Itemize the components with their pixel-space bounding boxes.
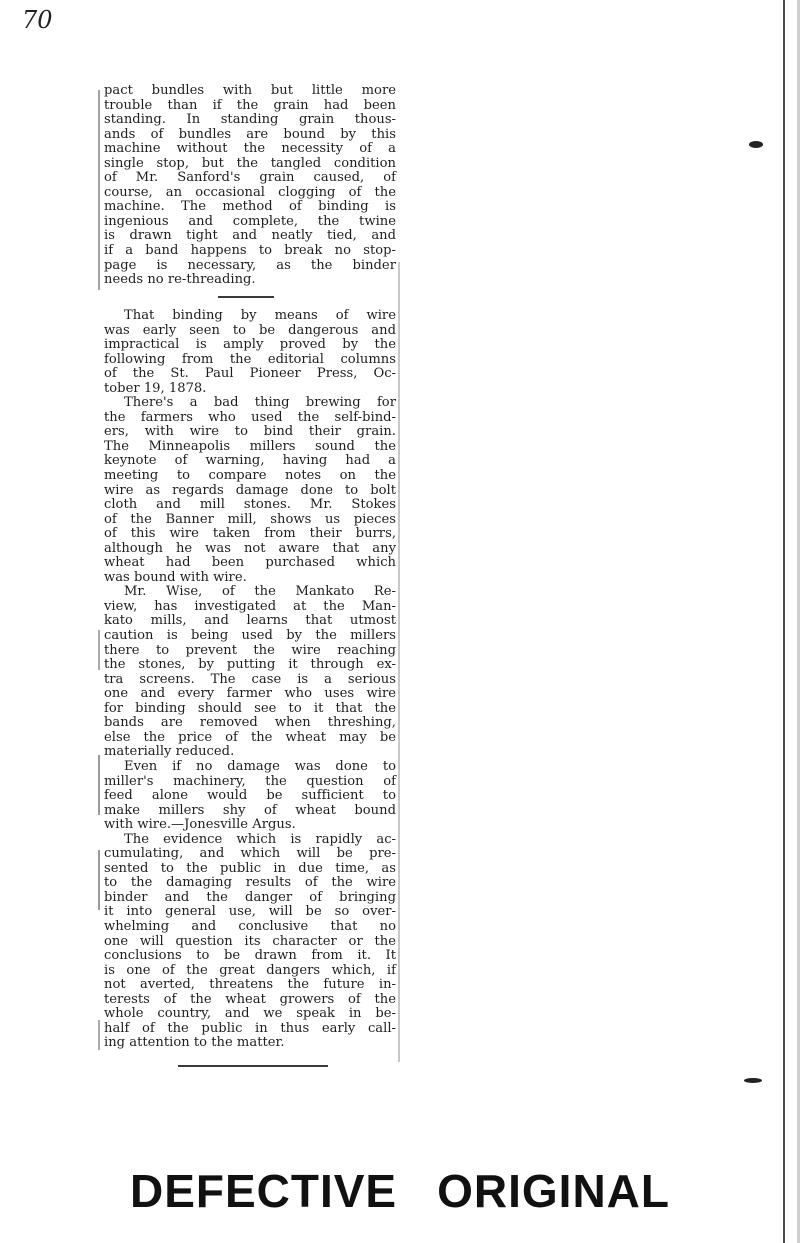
text-line: single stop, but the tangled condition [104, 155, 396, 171]
text-line: impractical is amply proved by the [104, 337, 396, 353]
text-line: following from the editorial columns [104, 351, 396, 367]
text-line: there to prevent the wire reaching [104, 642, 396, 658]
defective-original-banner [0, 1164, 800, 1218]
text-line: although he was not aware that any [104, 540, 396, 556]
text-line: half of the public in thus early call- [104, 1020, 396, 1036]
clipping-edge [398, 262, 400, 1062]
text-line: needs no re-threading. [104, 272, 256, 288]
article-end-rule [178, 1065, 328, 1067]
text-line: cloth and mill stones. Mr. Stokes [104, 497, 396, 513]
scan-smudge [749, 141, 763, 148]
text-line: ers, with wire to bind their grain. [104, 424, 396, 440]
text-line: bands are removed when threshing, [104, 715, 396, 731]
text-line: Mr. Wise, of the Mankato Re- [124, 584, 396, 600]
text-line: standing. In standing grain thous- [104, 112, 396, 128]
text-line: ingenious and complete, the twine [104, 213, 396, 229]
text-line: one and every farmer who uses wire [104, 686, 396, 702]
article-paragraph-1 [104, 84, 396, 288]
text-line: for binding should see to it that the [104, 700, 396, 716]
text-line: was early seen to be dangerous and [104, 322, 396, 338]
text-line: with wire.—Jonesville Argus. [104, 817, 296, 833]
text-line: miller's machinery, the question of [104, 773, 396, 789]
clipping-left-edge [98, 850, 100, 910]
text-line: of the St. Paul Pioneer Press, Oc- [104, 366, 396, 382]
banner-word-defective: DEFECTIVE [129, 1165, 398, 1217]
text-line: tober 19, 1878. [104, 380, 207, 396]
text-line: pact bundles with but little more [104, 83, 396, 98]
text-line: trouble than if the grain had been [104, 97, 396, 113]
text-line: to the damaging results of the wire [104, 875, 396, 891]
text-line: wheat had been purchased which [104, 555, 396, 571]
text-line: keynote of warning, having had a [104, 453, 396, 469]
text-line: was bound with wire. [104, 569, 247, 585]
text-line: one will question its character or the [104, 933, 396, 949]
text-line: not averted, threatens the future in- [104, 977, 396, 993]
text-line: is drawn tight and neatly tied, and [104, 228, 396, 244]
clipping-left-edge [98, 630, 100, 670]
text-line: conclusions to be drawn from it. It [104, 948, 396, 964]
text-line: whole country, and we speak in be- [104, 1006, 396, 1022]
banner-word-original: ORIGINAL [437, 1165, 671, 1217]
text-line: machine. The method of binding is [104, 199, 396, 215]
text-line: if a band happens to break no stop- [104, 243, 396, 259]
text-line: is one of the great dangers which, if [104, 962, 396, 978]
text-line: make millers shy of wheat bound [104, 802, 396, 818]
clipping-left-edge [98, 90, 100, 290]
text-line: caution is being used by the millers [104, 628, 396, 644]
text-line: meeting to compare notes on the [104, 468, 396, 484]
text-line: of Mr. Sanford's grain caused, of [104, 170, 396, 186]
text-line: machine without the necessity of a [104, 141, 396, 157]
text-line: cumulating, and which will be pre- [104, 846, 396, 862]
text-line: whelming and conclusive that no [104, 918, 396, 934]
text-line: ands of bundles are bound by this [104, 126, 396, 142]
clipping-left-edge [98, 1020, 100, 1050]
text-line: the stones, by putting it through ex- [104, 657, 396, 673]
text-line: materially reduced. [104, 744, 235, 760]
text-line: Even if no damage was done to [124, 758, 396, 774]
scan-smudge [744, 1078, 762, 1083]
text-line: tra screens. The case is a serious [104, 671, 396, 687]
text-line: course, an occasional clogging of the [104, 184, 396, 200]
text-line: feed alone would be sufficient to [104, 788, 396, 804]
text-line: The evidence which is rapidly ac- [124, 831, 396, 847]
text-line: of this wire taken from their burrs, [104, 526, 396, 542]
text-line: view, has investigated at the Man- [104, 598, 396, 614]
text-line: it into general use, will be so over- [104, 904, 396, 920]
text-line: of the Banner mill, shows us pieces [104, 511, 396, 527]
text-line: binder and the danger of bringing [104, 889, 396, 905]
text-line: page is necessary, as the binder [104, 257, 396, 273]
text-line: ing attention to the matter. [104, 1035, 285, 1051]
text-line: the farmers who used the self-bind- [104, 409, 396, 425]
page-number: 70 [22, 6, 53, 34]
text-line: wire as regards damage done to bolt [104, 482, 396, 498]
text-line: sented to the public in due time, as [104, 860, 396, 876]
text-line: There's a bad thing brewing for [124, 395, 396, 411]
text-line: The Minneapolis millers sound the [104, 438, 396, 454]
section-divider [218, 296, 274, 298]
article-paragraph-2 [104, 309, 396, 1051]
scan-border-line [783, 0, 785, 1243]
clipping-left-edge [98, 755, 100, 815]
text-line: kato mills, and learns that utmost [104, 613, 396, 629]
text-line: That binding by means of wire [124, 308, 396, 323]
text-line: else the price of the wheat may be [104, 729, 396, 745]
text-line: terests of the wheat growers of the [104, 991, 396, 1007]
